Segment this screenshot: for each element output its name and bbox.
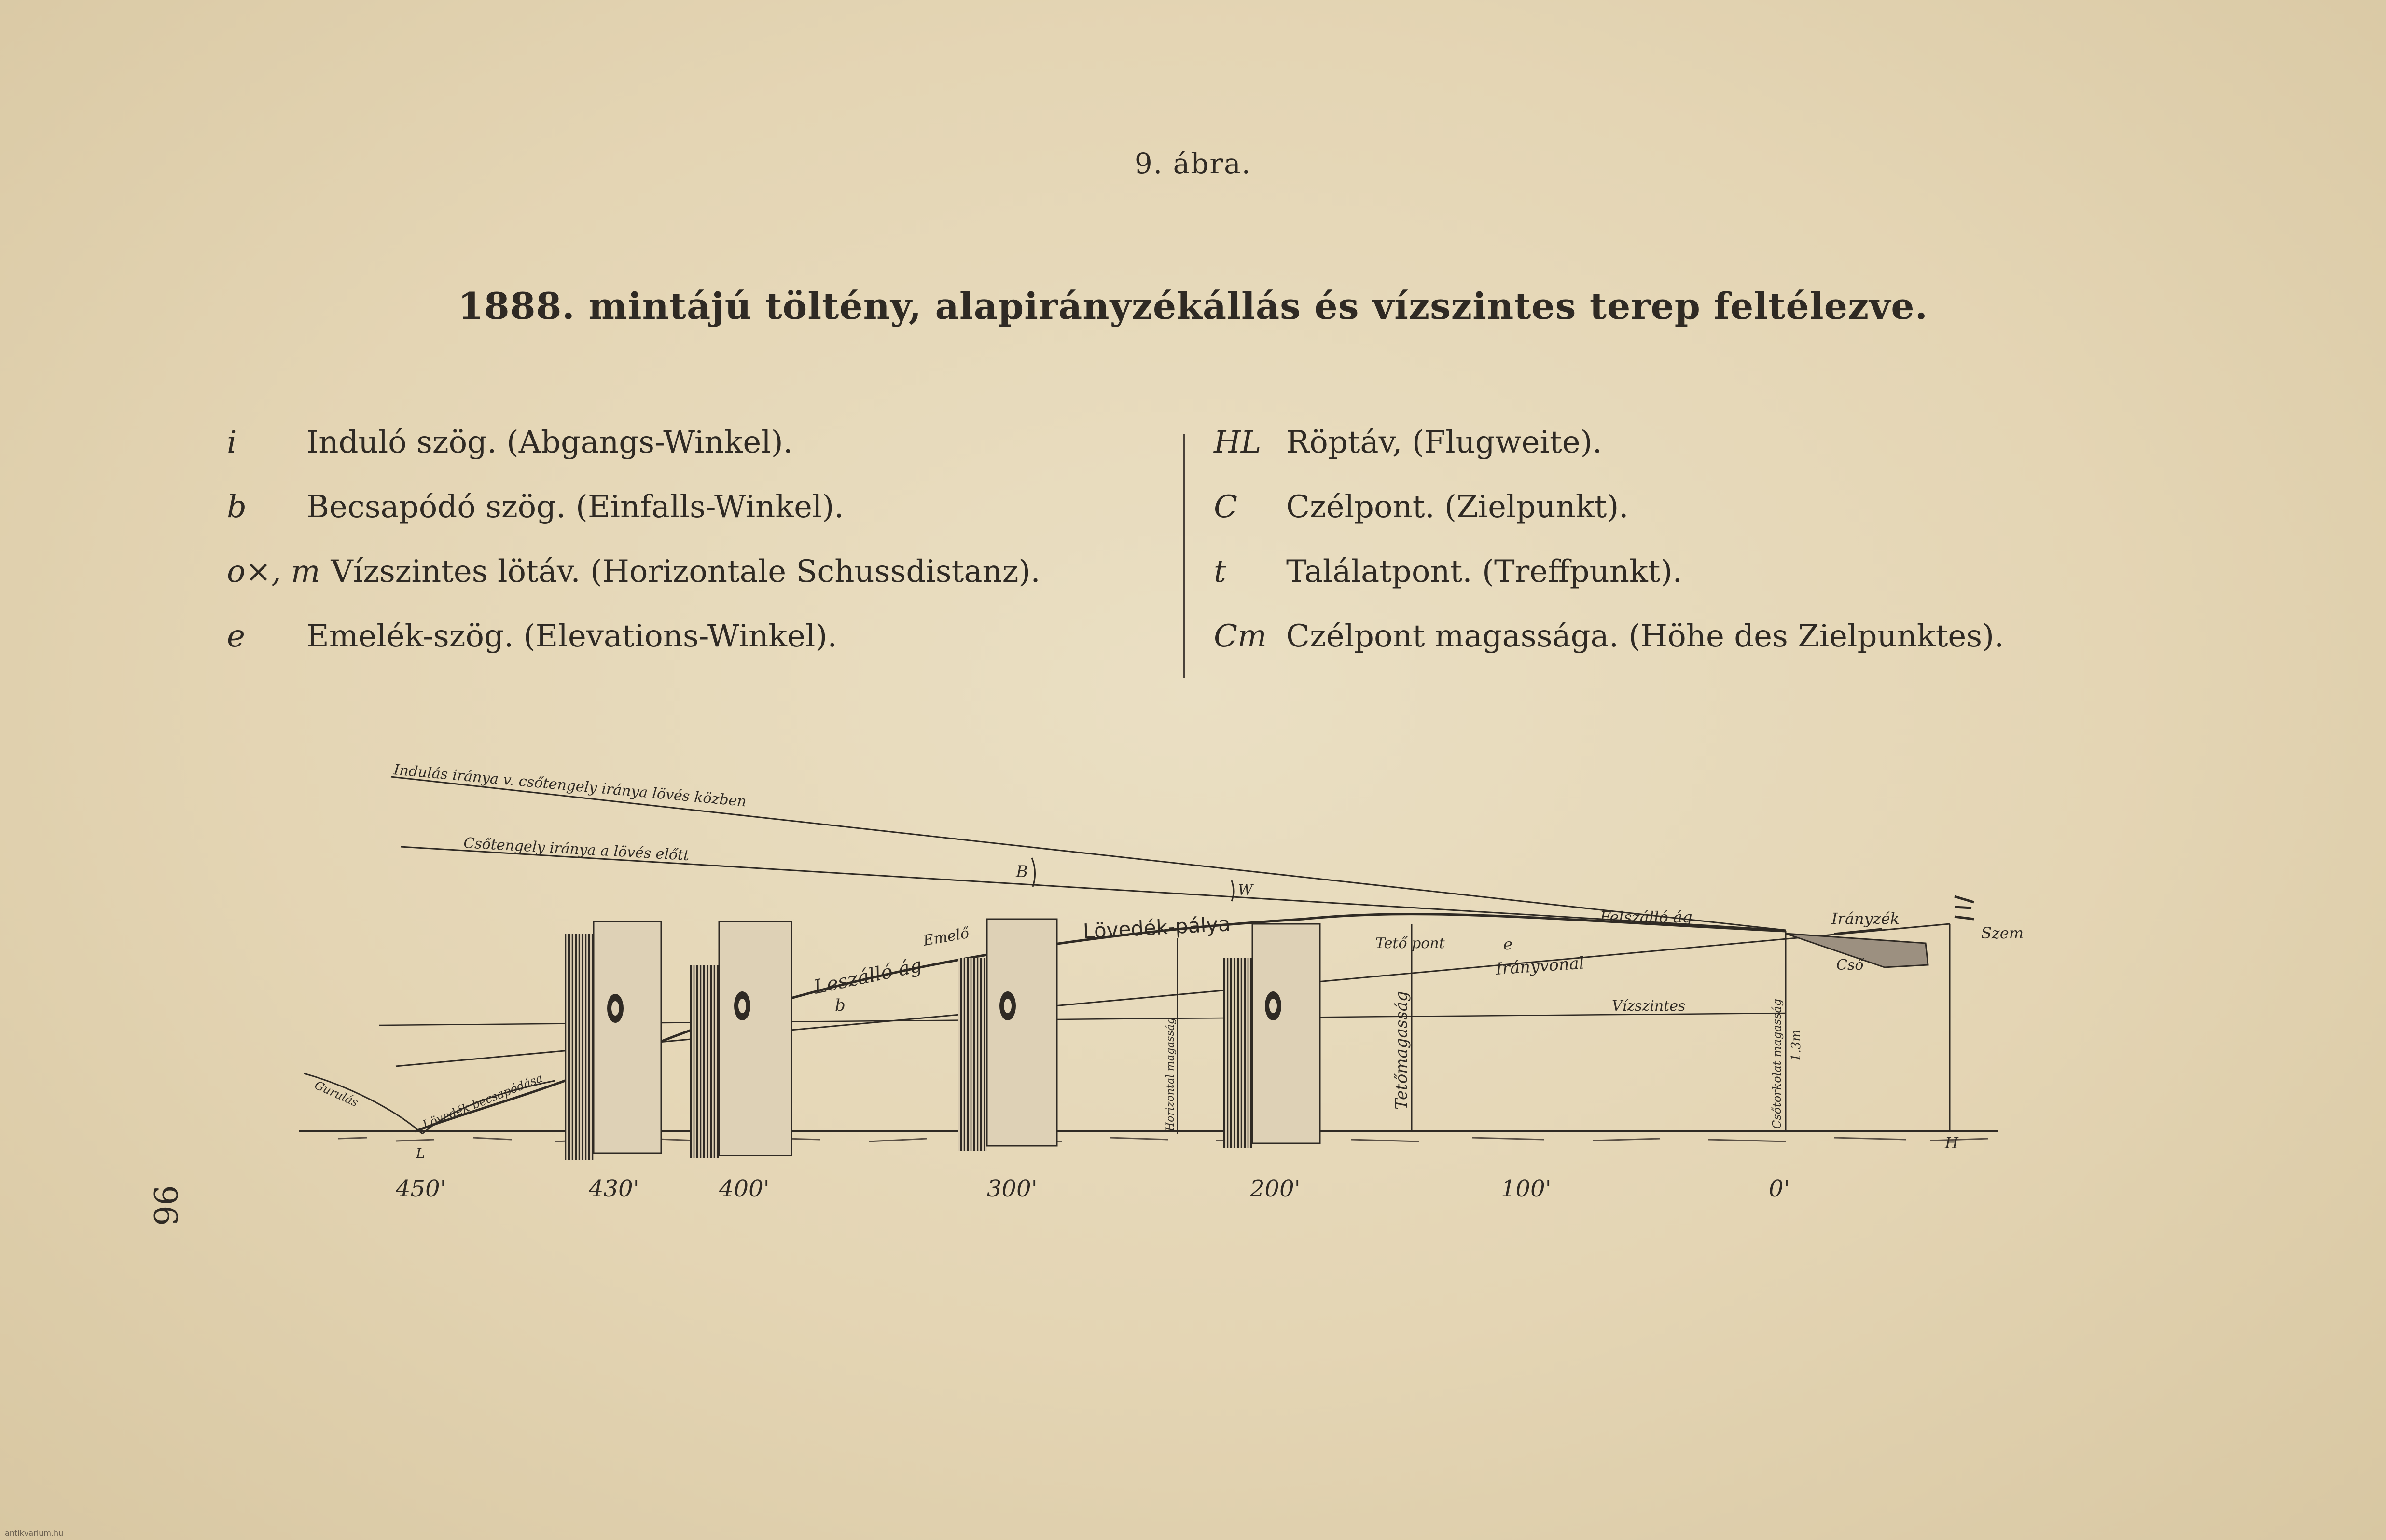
target-200 [1223,924,1320,1148]
target-430 [690,921,791,1158]
apex-height-label: Tetőmagasság [1392,991,1411,1110]
legend-symbol: t [1214,554,1226,590]
legend-symbol: b [227,489,247,525]
distance-label: 430' [589,1175,639,1202]
page-number: 96 [146,1185,184,1226]
trajectory-label: Lövedék-pálya [1082,912,1231,943]
sight-line-label: Irányvonal [1495,953,1585,979]
rear-sight-label: Irányzék [1831,909,1900,928]
roll-label: Gurulás [312,1078,361,1110]
legend-symbol: C [1214,489,1237,525]
target-300 [958,919,1057,1151]
legend-symbol: i [227,425,237,460]
distance-label: 200' [1250,1175,1301,1202]
legend-text: Czélpont magassága. (Höhe des Zielpunktes). [1286,619,2004,654]
legend-symbol: HL [1214,425,1262,460]
legend-text: Emelék-szög. (Elevations-Winkel). [306,619,837,654]
horizontal-label: Vízszintes [1612,998,1686,1015]
ascending-branch-label: Felszálló ág [1600,908,1692,926]
distance-label: 400' [719,1175,770,1202]
angle-arc-w [1232,880,1234,901]
distance-label: 0' [1769,1175,1790,1202]
legend-text: Vízszintes lötáv. (Horizontale Schussdistanz). [331,554,1040,590]
barrel-label: Cső [1836,957,1864,974]
impact-label: Lövedék becsapódása [420,1071,545,1132]
legend-symbol: e [227,619,245,654]
distance-label: 300' [987,1175,1038,1202]
legend-text: Induló szög. (Abgangs-Winkel). [306,425,793,460]
footer-watermark: antikvarium.hu [5,1528,64,1538]
legend-text: Találatpont. (Treffpunkt). [1286,554,1682,590]
figure-label: 9. ábra. [1134,147,1252,180]
figure-title: 1888. mintájú töltény, alapirányzékállás és vízszintes terep feltélezve. [458,285,1928,328]
apex-label: Tető pont [1375,935,1445,952]
eye-icon [1955,896,1974,919]
legend-text: Czélpont. (Zielpunkt). [1286,489,1629,525]
elevation-label: Emelő [922,924,971,949]
departure-direction-label: Indulás iránya v. csőtengely iránya lövés közben [393,761,748,811]
target-450 [565,921,661,1160]
angle-label-b: B [1016,862,1028,881]
small-l-label: L [416,1145,425,1161]
small-h-label: H [1945,1134,1958,1152]
eye-label: Szem [1981,924,2024,942]
distance-label: 450' [396,1175,446,1202]
legend-text: Röptáv, (Flugweite). [1286,425,1602,460]
small-e-label: e [1503,935,1512,953]
height-value-label: 1.3m [1789,1029,1803,1061]
muzzle-height-label: Csőtorkolat magasság [1770,999,1784,1129]
angle-arc-b [1032,858,1035,887]
barrel-axis-label: Csőtengely iránya a lövés előtt [463,835,690,865]
angle-label-w: W [1238,882,1253,899]
descending-branch-label: Leszálló ág [812,954,924,999]
small-b-label: b [835,996,846,1015]
legend-symbol: o×, m [227,554,320,590]
distance-label: 100' [1501,1175,1552,1202]
legend-symbol: Cm [1214,619,1267,654]
horizontal-height-label: Horizontal magasság [1165,1018,1177,1131]
legend-text: Becsapódó szög. (Einfalls-Winkel). [306,489,844,525]
